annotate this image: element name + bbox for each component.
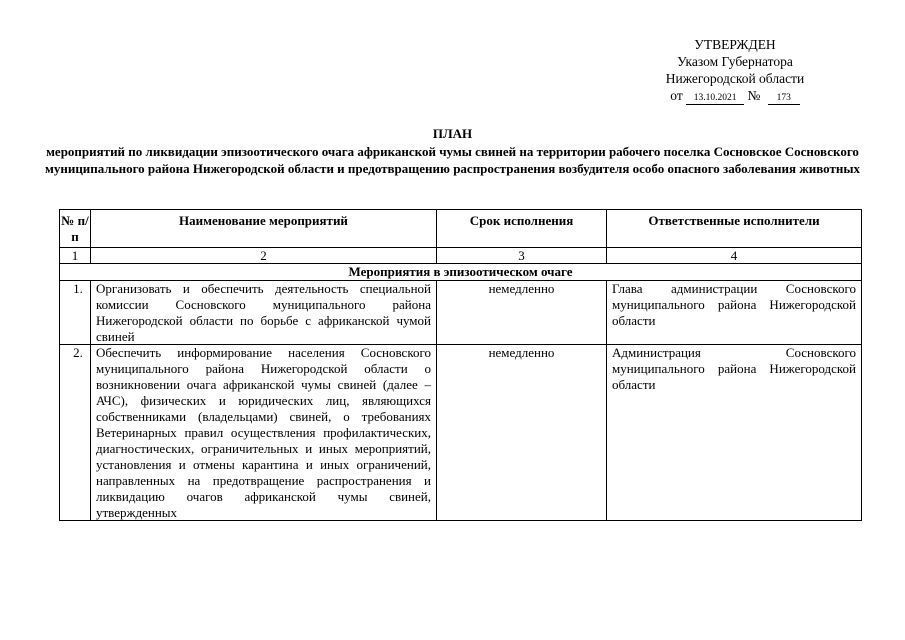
activity-name: Организовать и обеспечить деятельность специальной комиссии Сосновского муниципального района Нижегородской области по борьбе с африканской чумой свиней bbox=[91, 280, 437, 345]
header-resp: Ответственные исполнители bbox=[607, 210, 862, 248]
approval-status: УТВЕРЖДЕН bbox=[694, 37, 776, 52]
plan-table bbox=[59, 209, 862, 521]
document-title: ПЛАН bbox=[432, 126, 473, 141]
approval-decree: Указом Губернатора bbox=[677, 54, 793, 69]
deadline: немедленно bbox=[437, 345, 607, 521]
decree-number: 173 bbox=[768, 92, 800, 105]
column-index: 3 bbox=[437, 247, 607, 263]
table-row bbox=[60, 345, 862, 521]
decree-date: 13.10.2021 bbox=[686, 92, 744, 105]
section-title: Мероприятия в эпизоотическом очаге bbox=[60, 263, 862, 280]
date-prefix: от bbox=[670, 88, 683, 103]
column-index: 4 bbox=[607, 247, 862, 263]
header-term: Срок исполнения bbox=[437, 210, 607, 248]
responsible: Глава администрации Сосновского муниципального района Нижегородской области bbox=[607, 280, 862, 345]
header-name: Наименование мероприятий bbox=[91, 210, 437, 248]
approval-date-line bbox=[600, 87, 870, 105]
row-number: 1. bbox=[60, 280, 91, 345]
document-heading bbox=[40, 125, 865, 178]
column-index: 1 bbox=[60, 247, 91, 263]
header-num: № п/п bbox=[60, 210, 91, 248]
responsible: Администрация Сосновского муниципального района Нижегородской области bbox=[607, 345, 862, 521]
column-index: 2 bbox=[91, 247, 437, 263]
table-header-row bbox=[60, 210, 862, 248]
document-subtitle: мероприятий по ликвидации эпизоотического очага африканской чумы свиней на территории рабочего поселка Сосновское Сосновского муниципального района Нижегородской области и предотвращению распространения возбудителя особо опасного заболевания животных bbox=[44, 143, 860, 176]
approval-stamp bbox=[600, 36, 870, 105]
section-row bbox=[60, 263, 862, 280]
column-index-row bbox=[60, 247, 862, 263]
table-row bbox=[60, 280, 862, 345]
activity-name: Обеспечить информирование населения Сосновского муниципального района Нижегородской области о возникновении очага африканской чумы свиней (далее – АЧС), физических и юридических лиц, являющихся собственниками (владельцами) свиней, о требованиях Ветеринарных правил осуществления профилактических, диагностических, ограничительных и иных мероприятий, установления и отмены карантина и иных ограничений, направленных на предотвращение распространения и ликвидацию очагов африканской чумы свиней, утвержденных bbox=[91, 345, 437, 521]
approval-region: Нижегородской области bbox=[665, 71, 805, 86]
number-sign: № bbox=[747, 88, 761, 103]
deadline: немедленно bbox=[437, 280, 607, 345]
row-number: 2. bbox=[60, 345, 91, 521]
